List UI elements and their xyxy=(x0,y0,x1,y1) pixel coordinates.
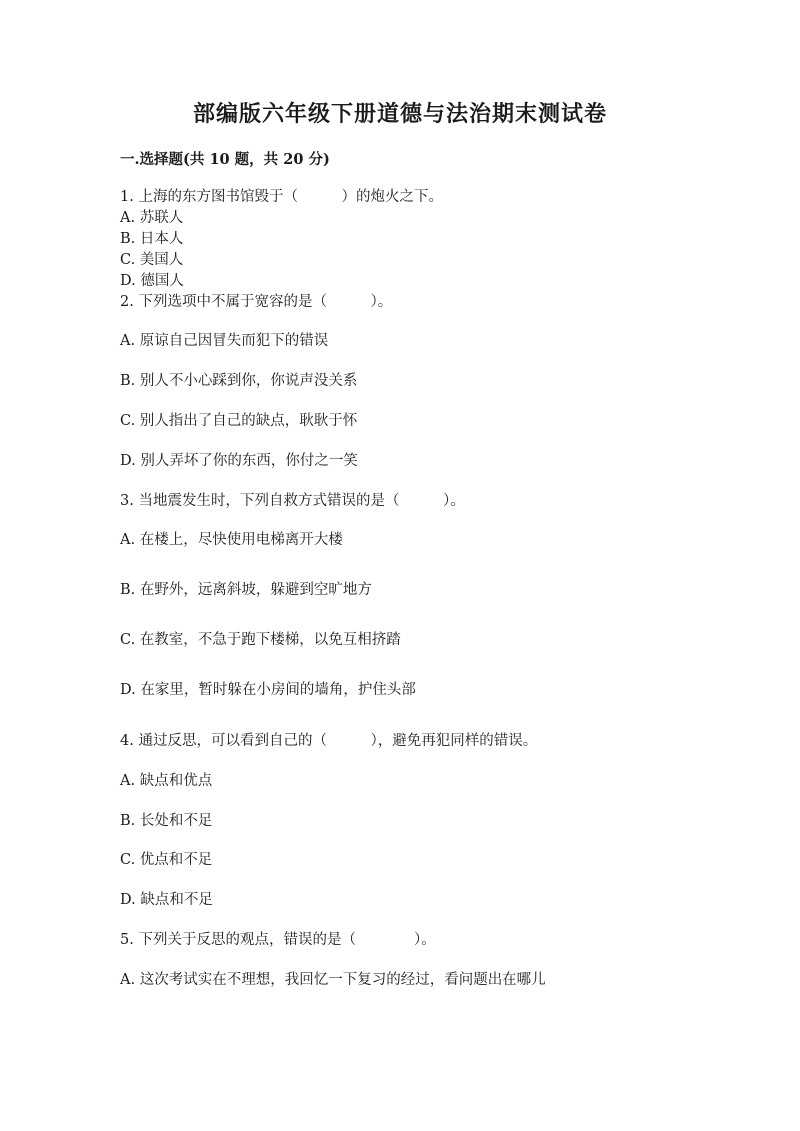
question-5-stem: 5. 下列关于反思的观点，错误的是（ ）。 xyxy=(120,932,436,948)
question-3-option-c: C. 在教室，不急于跑下楼梯，以免互相挤踏 xyxy=(120,632,401,648)
question-2-stem: 2. 下列选项中不属于宽容的是（ ）。 xyxy=(120,294,393,310)
question-4-option-b: B. 长处和不足 xyxy=(120,813,213,829)
question-1-stem: 1. 上海的东方图书馆毁于（ ）的炮火之下。 xyxy=(120,189,443,205)
question-1-option-d: D. 德国人 xyxy=(120,273,184,289)
question-1-option-c: C. 美国人 xyxy=(120,252,184,268)
question-2-option-b: B. 别人不小心踩到你，你说声没关系 xyxy=(120,373,358,389)
question-3-option-d: D. 在家里，暂时躲在小房间的墙角，护住头部 xyxy=(120,682,416,698)
question-4-option-a: A. 缺点和优点 xyxy=(120,773,213,789)
question-2-option-d: D. 别人弄坏了你的东西，你付之一笑 xyxy=(120,453,358,469)
question-2-option-c: C. 别人指出了自己的缺点，耿耿于怀 xyxy=(120,413,358,429)
question-5-option-a: A. 这次考试实在不理想，我回忆一下复习的经过，看问题出在哪儿 xyxy=(120,972,546,988)
question-4-stem: 4. 通过反思，可以看到自己的（ ），避免再犯同样的错误。 xyxy=(120,733,538,749)
question-4-option-d: D. 缺点和不足 xyxy=(120,892,213,908)
question-1-option-b: B. 日本人 xyxy=(120,231,184,247)
question-3-option-a: A. 在楼上，尽快使用电梯离开大楼 xyxy=(120,532,343,548)
question-1-option-a: A. 苏联人 xyxy=(120,210,184,226)
question-3-stem: 3. 当地震发生时，下列自救方式错误的是（ ）。 xyxy=(120,493,465,509)
question-4-option-c: C. 优点和不足 xyxy=(120,852,213,868)
section-heading: 一.选择题(共 10 题，共 20 分) xyxy=(120,151,330,168)
page-title: 部编版六年级下册道德与法治期末测试卷 xyxy=(192,101,607,127)
question-3-option-b: B. 在野外，远离斜坡，躲避到空旷地方 xyxy=(120,582,372,598)
question-2-option-a: A. 原谅自己因冒失而犯下的错误 xyxy=(120,333,329,349)
